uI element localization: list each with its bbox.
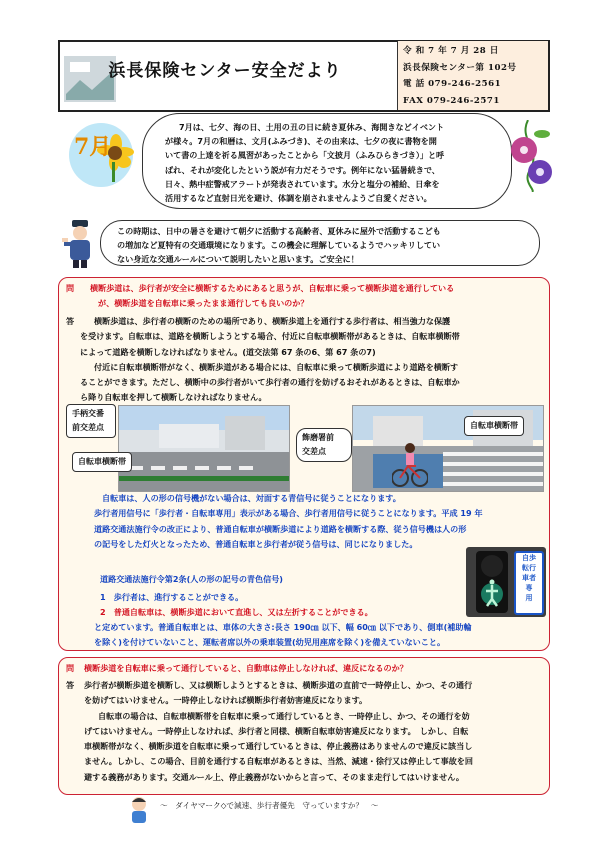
newsletter-title: 浜長保険センター安全だより [108, 61, 342, 81]
answer-text [66, 314, 548, 406]
answer-line: を妨げてはいけません。一時停止しなければ横断歩行者妨害違反になります。 [84, 695, 368, 706]
question-line: 横断歩道を自転車に乗って通行していると、自動車は停止しなければ、違反になるのか？ [84, 663, 408, 673]
answer-line: ません。しかし、この場合、目前を通行する自転車があるときは、当然、減速・徐行又は停止して事故を回 [84, 756, 473, 767]
question-label: 問 [66, 283, 75, 293]
intro-line: ばれ、それが変化したという説が有力だそうです。例年にない猛暑続きで、 [165, 164, 440, 175]
signal-line: 自転車は、人の形の信号機がない場合は、対面する青信号に従うことになります。 [102, 493, 401, 503]
signal-text [66, 491, 548, 552]
answer-text [66, 678, 548, 785]
law-note-line: と定めています。普通自転車とは、車体の大きさ:長さ 190㎝ 以下、幅 60㎝ 以下であり、側車(補助輪 [94, 622, 472, 632]
intro-line: 日々、熱中症警戒アラートが発表されています。水分と塩分の補給、日傘を [165, 178, 440, 189]
question-line: が、横断歩道を自転車に乗ったまま通行しても良いのか？ [98, 298, 309, 308]
pedestrian-signal [466, 547, 546, 617]
fax: FAX 079-246-2571 [403, 95, 500, 106]
answer-line: 歩行者が横断歩道を横断し、又は横断しようとするときは、横断歩道の直前で一時停止し、かつ、その通行 [84, 680, 473, 690]
phone: 電 話 079-246-2561 [403, 79, 502, 89]
crossing-band-label-1: 自転車横断帯 [72, 452, 132, 472]
question-line: 横断歩道は、歩行者が安全に横断するためにあると思うが、自転車に乗って横断歩道を通行している [90, 283, 455, 293]
sunflower-badge [68, 122, 134, 188]
answer-line: ることができます。ただし、横断中の歩行者がいて歩行者の通行を妨げるおそれがあるときは、自転車か [80, 377, 460, 388]
intersection-label-2: 飾磨署前 交差点 [296, 428, 352, 462]
law-note-line: を除く)を付けていないこと、運転者席以外の乗車装置(幼児用座席を除く)を備えていないこと。 [94, 637, 446, 647]
answer-line: 車横断帯がなく、横断歩道を自転車に乗って通行しているときは、停止義務はありませんので違反に該当し [84, 741, 473, 752]
greeting-line: の増加など夏特有の交通環境になります。この機会に理解しているようでハッキリしてい [117, 240, 441, 250]
footer-slogan: ～ ダイヤマーク◇で減速、歩行者優先 守っていますか？ ～ [160, 801, 379, 810]
intro-line: が様々。7月の和暦は、文月(ふみづき)、その由来は、七夕の夜に書物を開 [165, 136, 437, 147]
signal-light-icon [472, 549, 514, 615]
intro-bubble [142, 113, 512, 209]
pedestrian-bicycle-only-sign: 自歩 転行 車者 専 用 [514, 551, 544, 615]
issue-date: 令 和 7 年 7 月 28 日 [403, 46, 499, 56]
answer-label: 答 [66, 316, 75, 326]
intro-line: 活用するなど直射日光を避け、体調を崩されませんようご自愛ください。 [165, 193, 432, 204]
law-item-1: 1 歩行者は、進行することができる。 [100, 592, 244, 602]
answer-line: げてはいけません。一時停止しなければ、歩行者と同様、横断自転車妨害違反になります。 しかし、自転 [84, 725, 469, 736]
answer-line: 付近に自転車横断帯がなく、横断歩道がある場合には、自転車に乗って横断歩道により道路を横断す [94, 361, 459, 372]
answer-line: 避する義務があります。交通ルール上、停止義務がないからと言って、そのまま走行してはいけません。 [84, 771, 464, 782]
morning-glory-icon [508, 120, 554, 192]
question-label: 問 [66, 663, 75, 673]
cyclist-icon [392, 440, 428, 488]
issue-info [397, 41, 548, 110]
intersection-photo-1 [118, 405, 290, 492]
intro-line: いて書の上達を祈る風習があったことから「文披月（ふみひらきづき）」と呼 [165, 150, 445, 161]
answer-line: 自転車の場合は、自転車横断帯を自転車に乗って通行しているとき、一時停止し、かつ、その通行を妨 [98, 710, 470, 721]
officer-icon [62, 218, 98, 268]
law-title: 道路交通法施行令第2条(人の形の記号の青色信号) [100, 574, 284, 584]
signal-line: の記号をした灯火となったため、普通自転車と歩行者が従う信号は、同じになりました。 [94, 538, 418, 549]
answer-line: を受けます。自転車は、道路を横断しようとする場合、付近に自転車横断帯があるときは、自転車横断帯 [80, 331, 460, 342]
answer-label: 答 [66, 680, 75, 690]
signal-line: 歩行者用信号に「歩行者・自転車専用」表示がある場合、歩行者用信号に従うことになります。平成 19 年 [94, 508, 483, 519]
answer-line: ら降り自転車を押して横断しなければなりません。 [80, 392, 267, 403]
answer-line: によって道路を横断しなければなりません。(道交法第 67 条の6、第 67 条の7) [80, 346, 376, 357]
month-badge-text: 7月 [74, 134, 112, 160]
publisher: 浜長保険センター第 102号 [403, 62, 517, 73]
intro-line: 7月は、七夕、海の日、土用の丑の日に続き夏休み、海開きなどイベント [179, 122, 445, 132]
answer-line: 横断歩道は、歩行者の横断のための場所であり、横断歩道上を通行する歩行者は、相当強力な保護 [94, 316, 451, 326]
mascot-icon [128, 796, 150, 826]
law-item-2: 2 普通自転車は、横断歩道において直進し、又は左折することができる。 [100, 607, 373, 617]
crossing-band-label-2: 自転車横断帯 [464, 416, 524, 436]
greeting-bubble [100, 220, 540, 266]
intersection-label-1: 手柄交番 前交差点 [66, 404, 116, 438]
greeting-line: この時期は、日中の暑さを避けて朝夕に活動する高齢者、夏休みに屋外で活動するこども [117, 226, 441, 236]
greeting-line: ない身近な交通ルールについて説明したいと思います。ご安全に！ [117, 254, 359, 264]
signal-line: 道路交通法施行令の改正により、普通自転車が横断歩道により道路を横断する際、従う信号機は人の形 [94, 523, 467, 534]
